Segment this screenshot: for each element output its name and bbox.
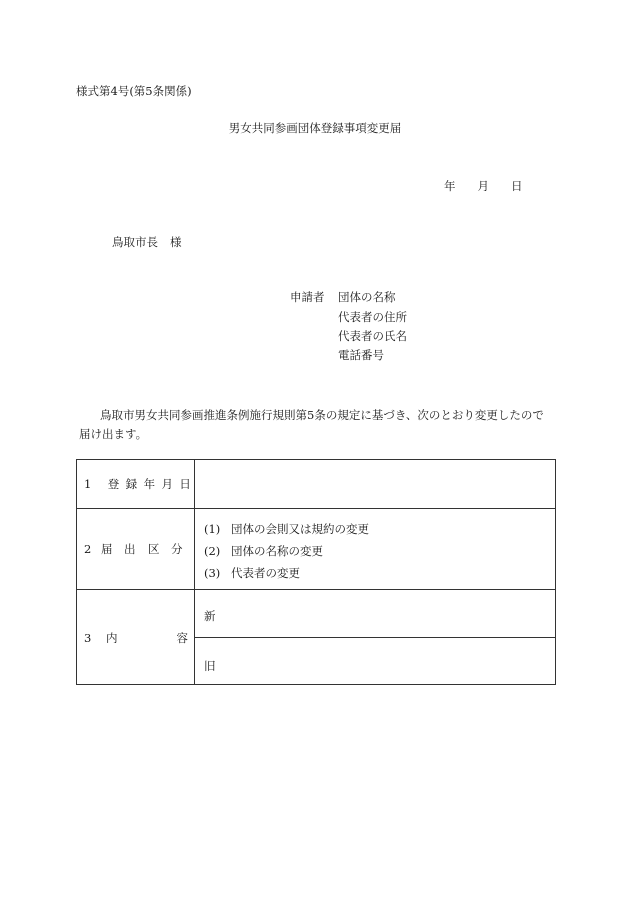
date-line (444, 181, 523, 193)
contents-new-field[interactable] (195, 590, 555, 638)
date-day: 日 (511, 179, 523, 193)
row-label-cell (77, 509, 195, 589)
body-text: 鳥取市男女共同参画推進条例施行規則第5条の規定に基づき、次のとおり変更したので届け出ます。 (79, 408, 544, 441)
row-label-contents: 3 内 容 (84, 630, 188, 645)
addressee (112, 237, 182, 249)
table-row-notification-type (77, 509, 555, 590)
option-bylaws-change[interactable]: (1) 団体の会則又は規約の変更 (204, 522, 369, 536)
contents-new-label: 新 (204, 609, 216, 623)
applicant-field-phone: 電話番号 (338, 348, 384, 362)
applicant-label: 申請者 (290, 290, 325, 304)
row-label-registration-date: 1 登録年月日 (84, 477, 198, 491)
applicant-field-org-name: 団体の名称 (338, 290, 396, 304)
option-representative-change[interactable]: (3) 代表者の変更 (204, 566, 300, 580)
date-month: 月 (477, 179, 489, 193)
row-label-cell (77, 590, 195, 685)
contents-old-label: 旧 (204, 659, 216, 673)
contents-value-cell (195, 590, 555, 685)
applicant-field-rep-name: 代表者の氏名 (338, 329, 407, 343)
row-label-notification-type: 2 届 出 区 分 (84, 542, 183, 556)
date-year: 年 (444, 179, 456, 193)
notification-type-options (195, 509, 555, 589)
change-form-table (76, 459, 556, 685)
option-name-change[interactable]: (2) 団体の名称の変更 (204, 544, 323, 558)
addressee-honorific: 様 (170, 235, 182, 249)
form-number: 様式第4号(第5条関係) (76, 84, 192, 98)
table-row-registration-date (77, 460, 555, 509)
applicant-field-rep-address: 代表者の住所 (338, 310, 407, 324)
row-label-cell (77, 460, 198, 508)
addressee-name: 鳥取市長 (112, 235, 158, 249)
document-title: 男女共同参画団体登録事項変更届 (228, 121, 402, 135)
registration-date-value[interactable] (195, 460, 555, 508)
contents-old-field[interactable] (195, 637, 555, 685)
table-row-contents (77, 590, 555, 685)
